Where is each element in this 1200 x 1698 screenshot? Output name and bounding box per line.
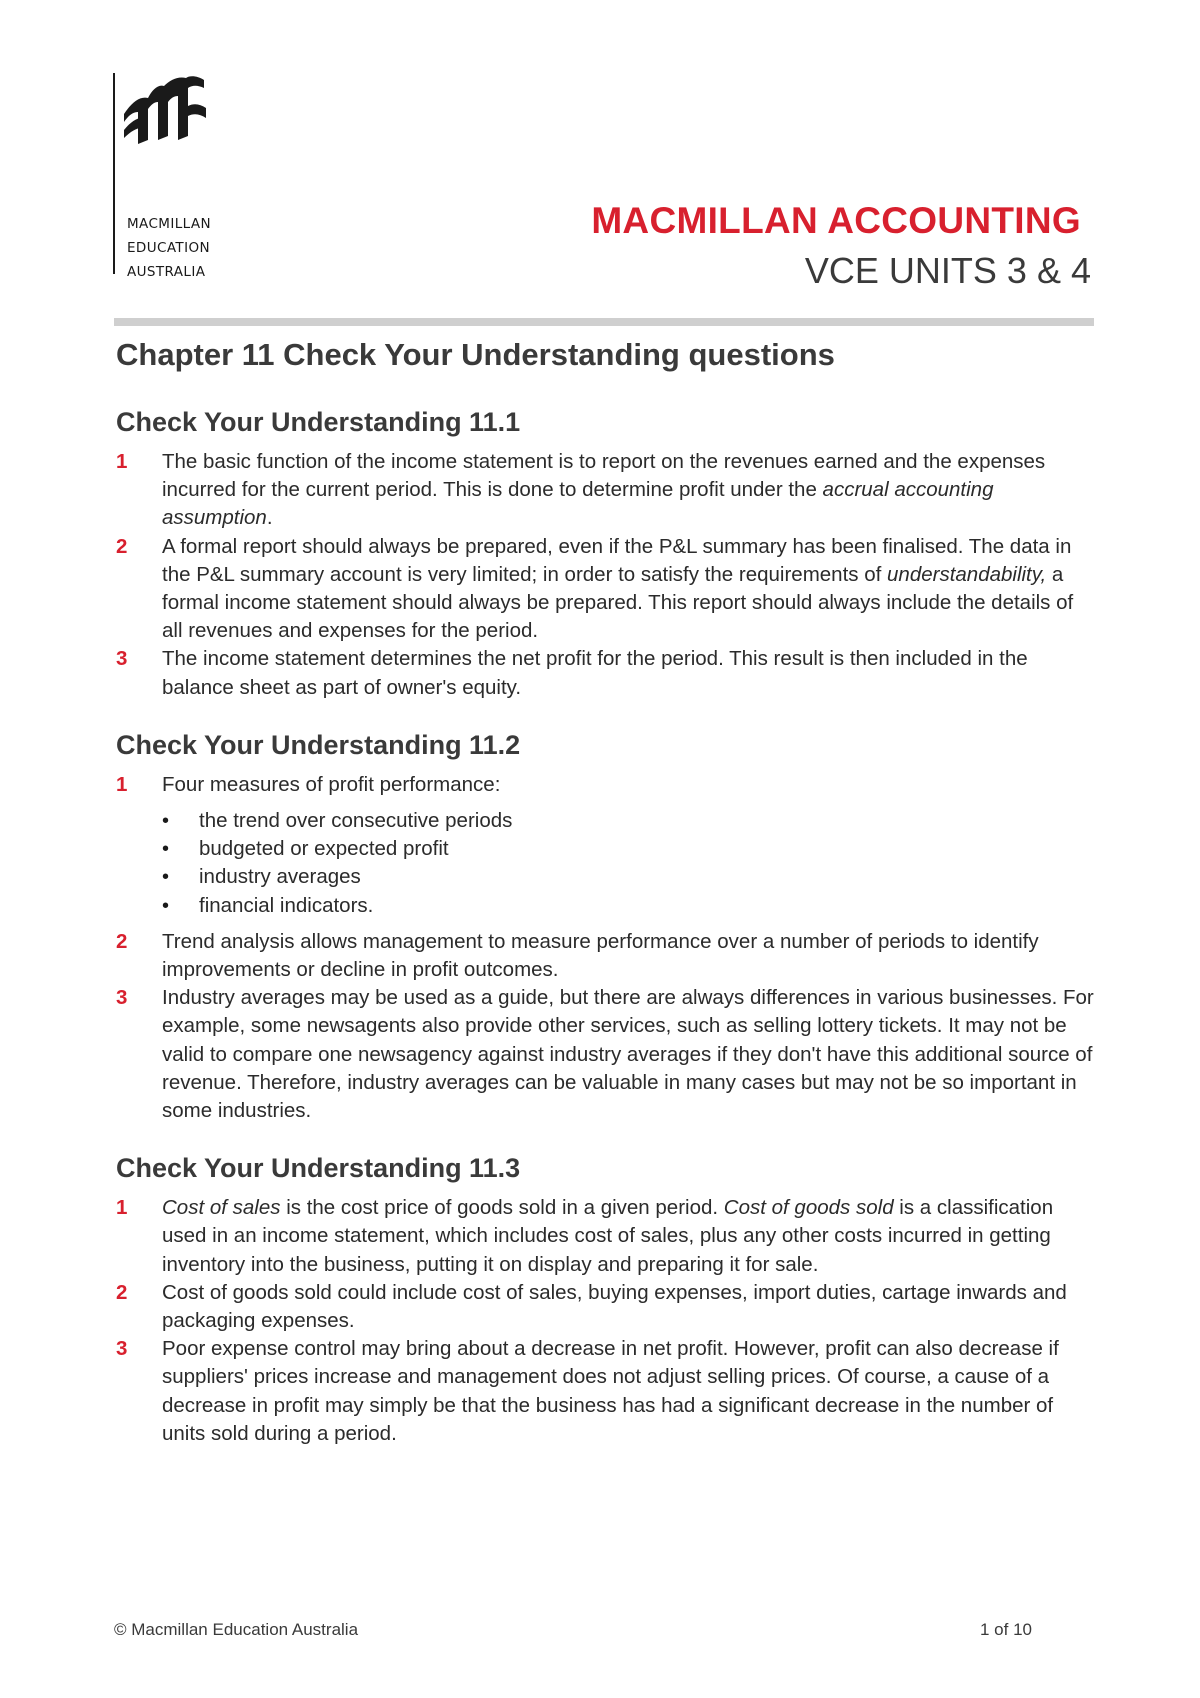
question-answer [116,533,1096,646]
footer-copyright: © Macmillan Education Australia [114,1620,359,1639]
bullet-item: • budgeted or expected profit [162,835,1096,863]
logo-line: EDUCATION [127,240,210,256]
question-answer [116,1194,1096,1279]
answer-text: . [266,506,273,530]
logo-wordmark [127,212,211,284]
question-number: 3 [116,986,128,1010]
answer-text: The basic function of the income statement is to report on the revenues earned and the expenses incurred for the current period. This is done to determine profit under the [162,450,1046,502]
answer-text: is the cost price of goods sold in a given period. [280,1196,724,1220]
answer-emphasis: Cost of goods sold [723,1196,894,1220]
bullet-item: • the trend over consecutive periods [162,807,1096,835]
answer-emphasis: Cost of sales [162,1196,281,1220]
question-number: 2 [116,929,128,953]
chapter-title: Chapter 11 Check Your Understanding questions [116,337,835,372]
bullet-list [116,807,1096,920]
answer-text: A formal report should always be prepared, even if the P&L summary has been finalised. The data in the P&L summary account is very limited; in order to satisfy the requirements of [162,534,1072,586]
question-number: 3 [116,647,128,671]
answer-text: Industry averages may be used as a guide, but there are always differences in various businesses. For example, some newsagents also provide other services, such as selling lottery tickets. It may not be valid to compare one newsagency against industry averages if they don't have this additional source of revenue. Therefore, industry averages can be valuable in many cases but may not be so important in some industries. [162,986,1094,1123]
question-answer [116,645,1096,701]
answer-text: Poor expense control may bring about a decrease in net profit. However, profit can also decrease if suppliers' prices increase and management does not adjust selling prices. Of course, a cause of a decrease in profit may simply be that the business has had a significant decrease in the number of units sold during a period. [162,1337,1059,1445]
question-answer [116,448,1096,533]
question-answer [116,1335,1096,1448]
answer-text: The income statement determines the net profit for the period. This result is then included in the balance sheet as part of owner's equity. [162,647,1028,699]
logo-divider [113,73,115,274]
question-answer [116,984,1096,1125]
answer-text: is a classification used in an income statement, which includes cost of sales, plus any other costs incurred in getting inventory into the business, putting it on display and preparing it for sale. [162,1196,1054,1276]
answer-text: Cost of goods sold could include cost of sales, buying expenses, import duties, cartage inwards and packaging expenses. [162,1280,1067,1333]
question-number: 2 [116,534,128,558]
answer-emphasis: understandability, [887,562,1047,586]
logo-line: AUSTRALIA [127,264,206,280]
question-number: 1 [116,450,128,473]
logo-line: MACMILLAN [127,216,211,232]
brand-title: MACMILLAN ACCOUNTING [591,200,1081,241]
answer-text: Trend analysis allows management to measure performance over a number of periods to identify improvements or decline in profit outcomes. [162,929,1039,982]
question-number: 3 [116,1337,128,1361]
section-heading: Check Your Understanding 11.1 [116,407,521,437]
bullet-item: • industry averages [162,863,1096,891]
answer-emphasis: accrual accounting assumption [162,478,994,530]
section-heading: Check Your Understanding 11.3 [116,1153,521,1184]
document-body [116,327,1096,1448]
question-answer [116,928,1096,984]
answer-text: a formal income statement should always be prepared. This report should always include the details of all revenues and expenses for the period. [162,562,1074,643]
brand-subtitle: VCE UNITS 3 & 4 [804,250,1091,291]
bullet-item: • financial indicators. [162,892,1096,920]
header-rule [114,318,1094,326]
question-number: 2 [116,1280,128,1304]
question-number: 1 [116,772,128,796]
question-answer [116,1279,1096,1335]
page-number: 1 of 10 [980,1620,1032,1639]
question-answer [116,771,1096,799]
question-number: 1 [116,1196,128,1220]
answer-text: Four measures of profit performance: [162,772,501,796]
macmillan-logo-icon [124,76,210,146]
section-heading: Check Your Understanding 11.2 [116,729,521,760]
